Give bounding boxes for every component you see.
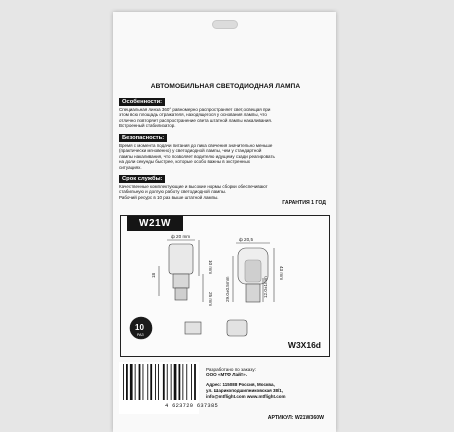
dim-43-label: 43 mm bbox=[279, 266, 284, 281]
lifetime-heading: Срок службы: bbox=[119, 175, 165, 183]
barcode-bar bbox=[171, 364, 172, 400]
barcode-bars bbox=[119, 362, 199, 402]
article-number: АРТИКУЛ: W21W360W bbox=[267, 415, 324, 421]
address-line: info@mtflight.com www.mtflight.com bbox=[206, 393, 286, 399]
safety-line: на доли секунды быстрее, которые особо важны в экстренных bbox=[119, 159, 251, 165]
safety-text bbox=[119, 143, 330, 170]
barcode-number: 4 623720 637385 bbox=[165, 403, 219, 409]
safety-heading: Безопасность: bbox=[119, 134, 167, 142]
dim-25-label: 25 mm bbox=[208, 292, 213, 307]
dim-18-label: 18 bbox=[151, 272, 156, 278]
lamp-drawings-svg bbox=[121, 216, 331, 358]
barcode-bar bbox=[179, 364, 181, 400]
safety-line: Время с момента подачи питания до пика свечения значительно меньше bbox=[119, 143, 273, 148]
lamp-dimension-diagram bbox=[120, 215, 330, 357]
address-line: ул. Шарикоподшипниковская 38/1, bbox=[206, 387, 284, 393]
address-block bbox=[206, 382, 285, 399]
lifetime-line: Рабочий ресурс в 10 раз выше штатной лампы. bbox=[119, 194, 219, 200]
barcode-bar bbox=[126, 364, 128, 400]
barcode-bar bbox=[155, 364, 156, 400]
barcode-bar bbox=[158, 364, 159, 400]
barcode-bar bbox=[163, 364, 165, 400]
barcode-bar bbox=[135, 364, 136, 400]
led-lamp-base bbox=[175, 288, 187, 300]
base-detail-1 bbox=[185, 322, 201, 334]
dim-10-label: 10 mm bbox=[208, 260, 213, 275]
barcode-bar bbox=[194, 364, 196, 400]
features-line: этом всю площадь отражателя, находящегося у основания лампы, что bbox=[119, 112, 267, 118]
barcode-bar bbox=[147, 364, 148, 400]
address-line: Адрес: 115088 Россия, Москва, bbox=[206, 382, 275, 387]
dim-d20-label: ф 20 mm bbox=[171, 234, 191, 239]
warranty-label: ГАРАНТИЯ 1 ГОД bbox=[282, 200, 326, 206]
led-lamp-body bbox=[173, 274, 189, 288]
bulb-inner bbox=[245, 260, 261, 282]
base-detail-2 bbox=[227, 320, 247, 336]
dim-d205-label: ф 20,5 bbox=[239, 237, 253, 242]
barcode-bar bbox=[167, 364, 168, 400]
features-line: Встроенный стабилизатор. bbox=[119, 123, 176, 129]
developer-block bbox=[206, 367, 256, 378]
safety-line: лампы накаливания, что позволяет водителю идущему сзади реагировать bbox=[119, 153, 275, 159]
barcode-bar bbox=[143, 364, 144, 400]
socket-type-label: W3X16d bbox=[287, 340, 321, 350]
badge-text: РАЗ bbox=[137, 333, 144, 337]
hang-hole bbox=[212, 20, 238, 29]
barcode-bar bbox=[182, 364, 183, 400]
safety-line: ситуациях. bbox=[119, 164, 142, 170]
dim-12-label: 12.0±1mm bbox=[263, 276, 268, 298]
led-lamp-lens bbox=[169, 244, 193, 274]
model-badge: W21W bbox=[127, 216, 183, 231]
product-title: АВТОМОБИЛЬНАЯ СВЕТОДИОДНАЯ ЛАМПА bbox=[150, 83, 301, 90]
features-line: отлично повторяет распространение света штатной лампы накаливания. bbox=[119, 117, 273, 123]
product-package-card bbox=[113, 12, 336, 432]
developer-label: Разработано по заказу: bbox=[206, 367, 256, 372]
barcode-bar bbox=[130, 364, 133, 400]
barcode-bar bbox=[150, 364, 152, 400]
barcode-bar bbox=[191, 364, 192, 400]
developer-company: ООО «МТФ Лайт». bbox=[206, 372, 248, 378]
barcode-bar bbox=[123, 364, 124, 400]
safety-line: (практически мгновенно) у светодиодной лампы, чем у стандартной bbox=[119, 148, 262, 154]
features-line: Специальная линза 360° равномерно распространяет свет,освещая при bbox=[119, 107, 271, 112]
features-heading: Особенности: bbox=[119, 98, 165, 106]
badge-number: 10 bbox=[135, 323, 144, 332]
lifetime-line: Качественные комплектующие и высокие нормы сборки обеспечивают bbox=[119, 184, 268, 189]
barcode-bar bbox=[139, 364, 141, 400]
lifetime-text bbox=[119, 184, 330, 200]
features-text bbox=[119, 107, 330, 129]
dim-29-label: 29.0±0.5mm bbox=[225, 276, 230, 302]
barcode-bar bbox=[174, 364, 177, 400]
bulb-base bbox=[246, 284, 260, 302]
lifetime-line: стабильную и долгую работу светодиодной лампы. bbox=[119, 189, 227, 195]
barcode-bar bbox=[186, 364, 187, 400]
